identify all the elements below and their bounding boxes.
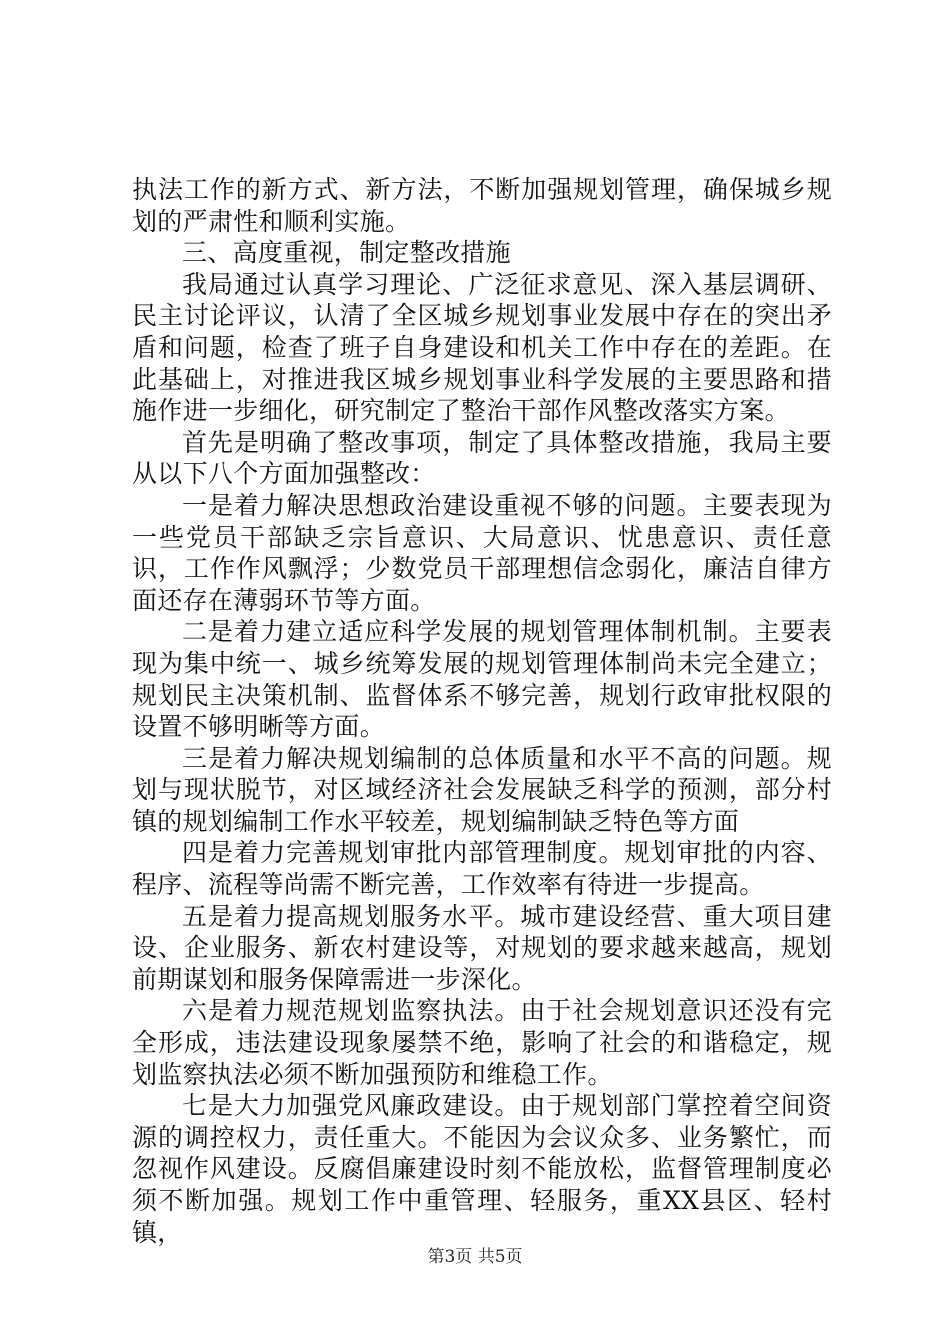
- paragraph-item-4: 四是着力完善规划审批内部管理制度。规划审批的内容、程序、流程等尚需不断完善，工作效率有待进一步提高。: [132, 838, 832, 900]
- paragraph-continuation: 执法工作的新方式、新方法，不断加强规划管理，确保城乡规划的严肃性和顺利实施。: [132, 175, 832, 236]
- paragraph-item-2: 二是着力建立适应科学发展的规划管理体制机制。主要表现为集中统一、城乡统筹发展的规划管理体制尚未完全建立；规划民主决策机制、监督体系不够完善，规划行政审批权限的设置不够明晰等方面。: [132, 617, 832, 742]
- section-heading: 三、高度重视，制定整改措施: [182, 238, 511, 268]
- paragraph: 我局通过认真学习理论、广泛征求意见、深入基层调研、民主讨论评议，认清了全区城乡规划事业发展中存在的突出矛盾和问题，检查了班子自身建设和机关工作中存在的差距。在此基础上，对推进我区城乡规划事业科学发展的主要思路和措施作进一步细化，研究制定了整治干部作风整改落实方案。: [132, 269, 832, 426]
- paragraph-item-5: 五是着力提高规划服务水平。城市建设经营、重大项目建设、企业服务、新农村建设等，对规划的要求越来越高，规划前期谋划和服务保障需进一步深化。: [132, 901, 832, 994]
- paragraph-item-6: 六是着力规范规划监察执法。由于社会规划意识还没有完全形成，违法建设现象屡禁不绝，影响了社会的和谐稳定，规划监察执法必须不断加强预防和维稳工作。: [132, 996, 832, 1089]
- paragraph-item-3: 三是着力解决规划编制的总体质量和水平不高的问题。规划与现状脱节，对区域经济社会发展缺乏科学的预测，部分村镇的规划编制工作水平较差，规划编制缺乏特色等方面: [132, 743, 832, 836]
- paragraph-item-1: 一是着力解决思想政治建设重视不够的问题。主要表现为一些党员干部缺乏宗旨意识、大局意识、忧患意识、责任意识，工作作风飘浮；少数党员干部理想信念弱化，廉洁自律方面还存在薄弱环节等方面。: [132, 490, 832, 615]
- page-footer: [0, 1242, 950, 1267]
- paragraph: 首先是明确了整改事项，制定了具体整改措施，我局主要从以下八个方面加强整改：: [132, 427, 832, 489]
- document-body: [132, 174, 832, 1248]
- paragraph-item-7: 七是大力加强党风廉政建设。由于规划部门掌控着空间资源的调控权力，责任重大。不能因为会议众多、业务繁忙，而忽视作风建设。反腐倡廉建设时刻不能放松，监督管理制度必须不断加强。规划工作中重管理、轻服务，重XX县区、轻村镇，: [132, 1091, 832, 1247]
- page-number-label: 第3页 共5页: [427, 1247, 523, 1267]
